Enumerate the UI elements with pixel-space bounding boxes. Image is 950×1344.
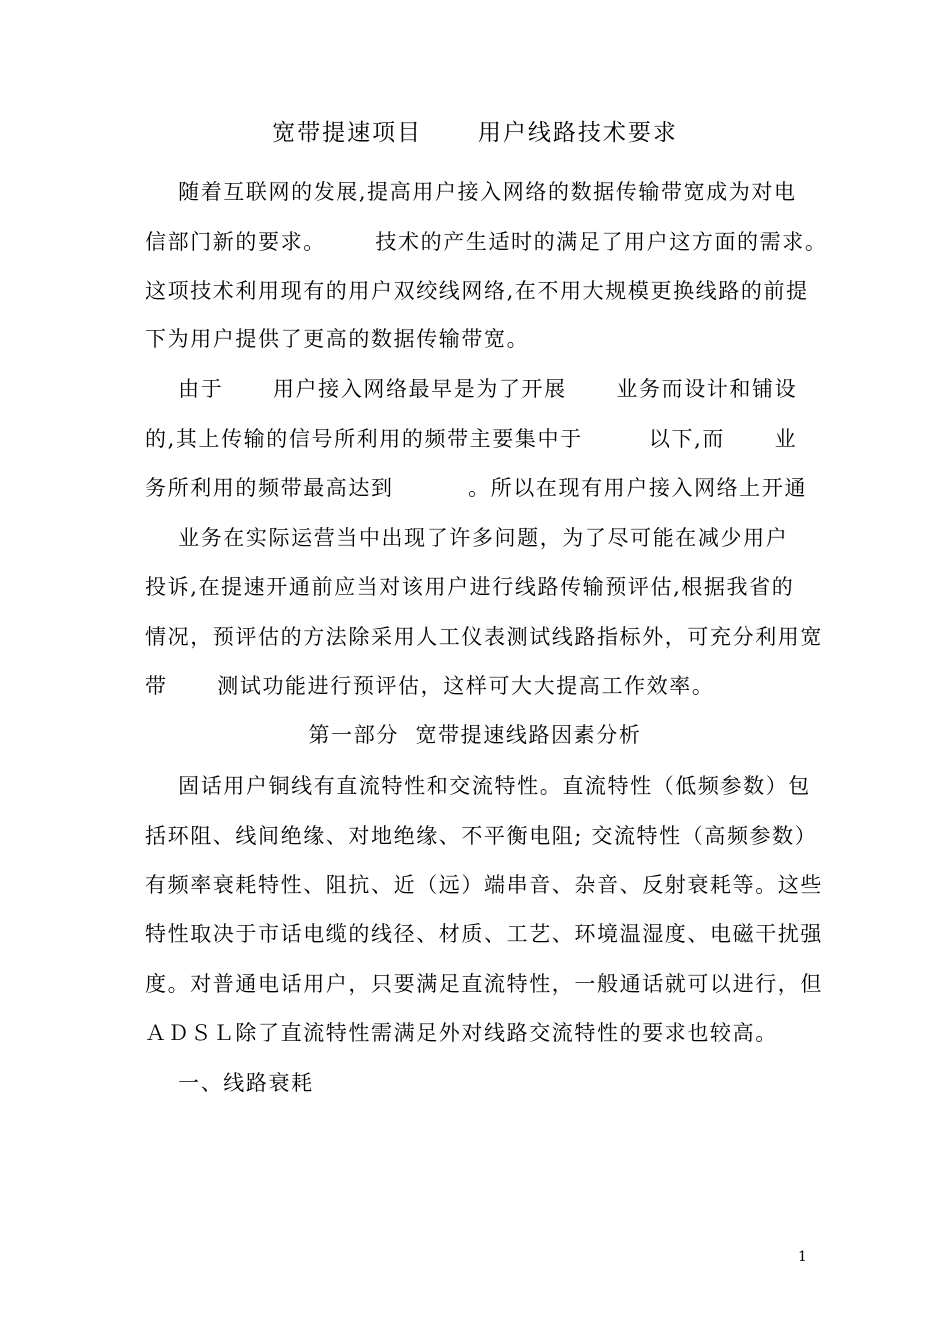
subheading: 一、线路衰耗 xyxy=(145,1071,314,1095)
intro-line-2: 信部门新的要求。 技术的产生适时的满足了用户这方面的需求。 xyxy=(145,230,828,254)
section1-line-6: ＡＤＳＬ除了直流特性需满足外对线路交流特性的要求也较高。 xyxy=(145,1021,778,1045)
section1-line-3: 有频率衰耗特性、阻抗、近（远）端串音、杂音、反射衰耗等。这些 xyxy=(145,873,823,897)
para2-line-6: 情况，预评估的方法除采用人工仪表测试线路指标外，可充分利用宽 xyxy=(145,625,823,649)
para2-line-4: 业务在实际运营当中出现了许多问题，为了尽可能在减少用户 xyxy=(145,526,789,550)
page-number: 1 xyxy=(798,1249,807,1265)
section1-line-4: 特性取决于市话电缆的线径、材质、工艺、环境温湿度、电磁干扰强 xyxy=(145,922,823,946)
para2-line-1: 由于 用户接入网络最早是为了开展 业务而设计和铺设 xyxy=(145,377,798,401)
section-heading: 第一部分 宽带提速线路因素分析 xyxy=(308,723,642,747)
para2-line-7: 带 测试功能进行预评估，这样可大大提高工作效率。 xyxy=(145,674,715,698)
section1-line-1: 固话用户铜线有直流特性和交流特性。直流特性（低频参数）包 xyxy=(145,774,811,798)
intro-line-4: 下为用户提供了更高的数据传输带宽。 xyxy=(145,327,530,351)
intro-line-1: 随着互联网的发展,提高用户接入网络的数据传输带宽成为对电 xyxy=(145,180,797,204)
document-title: 宽带提速项目 用户线路技术要求 xyxy=(272,120,678,146)
intro-line-3: 这项技术利用现有的用户双绞线网络,在不用大规模更换线路的前提 xyxy=(145,279,809,303)
para2-line-2: 的,其上传输的信号所利用的频带主要集中于 以下,而 业 xyxy=(145,427,798,451)
para2-line-5: 投诉,在提速开通前应当对该用户进行线路传输预评估,根据我省的 xyxy=(145,575,795,599)
para2-line-3: 务所利用的频带最高达到 。所以在现有用户接入网络上开通 xyxy=(145,476,808,500)
section1-line-2: 括环阻、线间绝缘、对地绝缘、不平衡电阻; 交流特性（高频参数） xyxy=(145,824,818,848)
section1-line-5: 度。对普通电话用户，只要满足直流特性，一般通话就可以进行，但 xyxy=(145,972,823,996)
